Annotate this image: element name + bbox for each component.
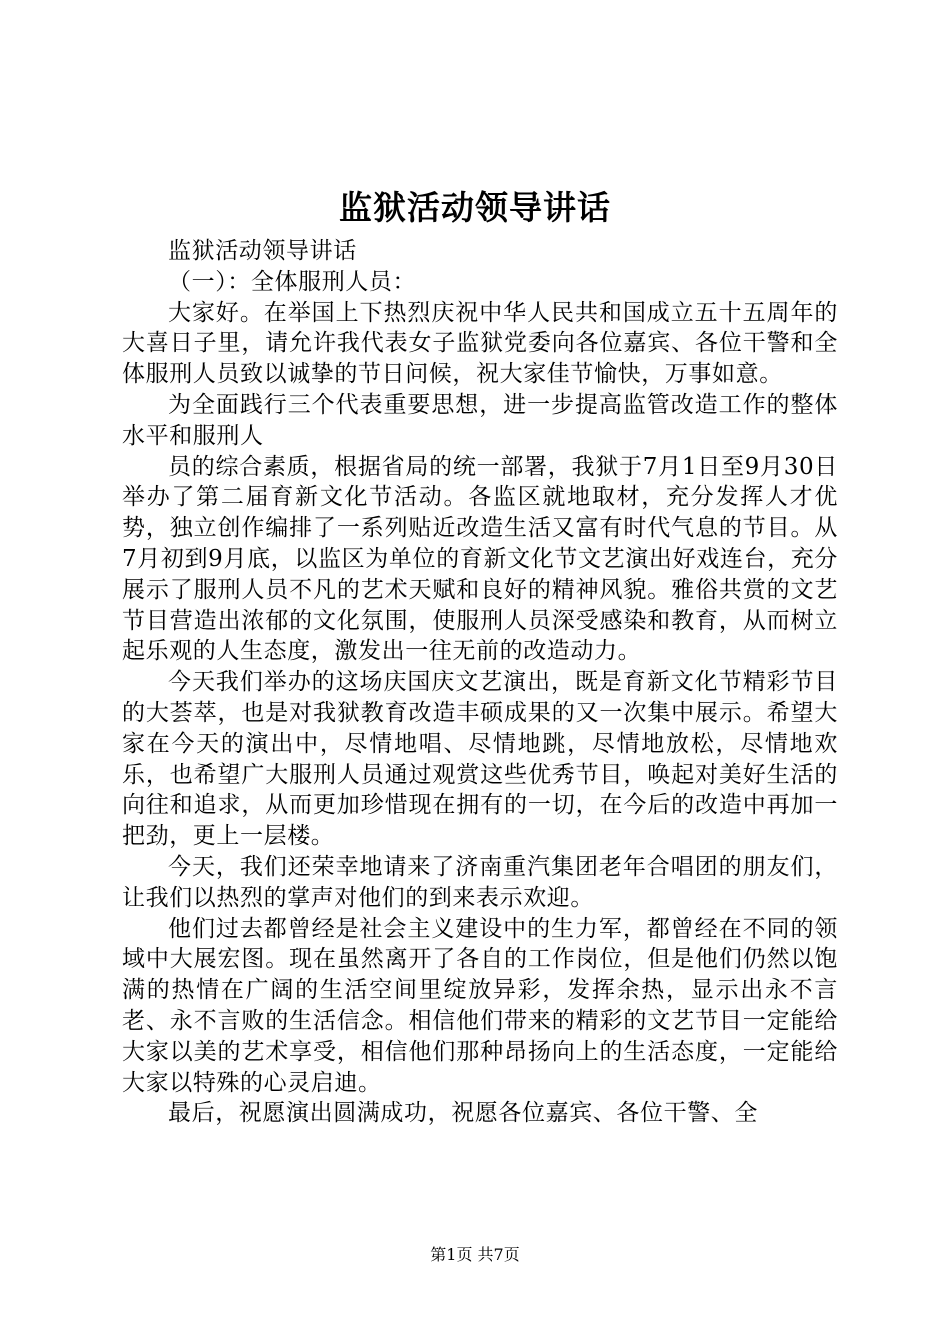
paragraph: 今天我们举办的这场庆国庆文艺演出，既是育新文化节精彩节目的大荟萃，也是对我狱教育改造丰硕成果的又一次集中展示。希望大家在今天的演出中，尽情地唱、尽情地跳，尽情地放松，尽情地欢乐，也希望广大服刑人员通过观赏这些优秀节目，唤起对美好生活的向往和追求，从而更加珍惜现在拥有的一切，在今后的改造中再加一把劲，更上一层楼。 <box>122 669 838 850</box>
paragraph: 为全面践行三个代表重要思想，进一步提高监管改造工作的整体水平和服刑人 <box>122 391 838 449</box>
paragraph: （一）：全体服刑人员： <box>168 268 417 295</box>
page-number-footer: 第1页 共7页 <box>430 1245 520 1264</box>
paragraph: 员的综合素质，根据省局的统一部署，我狱于7月1日至9月30日举办了第二届育新文化节活动。各监区就地取材，充分发挥人才优势，独立创作编排了一系列贴近改造生活又富有时代气息的节目。从7月初到9月底，以监区为单位的育新文化节文艺演出好戏连台，充分展示了服刑人员不凡的艺术天赋和良好的精神风貌。雅俗共赏的文艺节目营造出浓郁的文化氛围，使服刑人员深受感染和教育，从而树立起乐观的人生态度，激发出一往无前的改造动力。 <box>122 453 838 665</box>
paragraph: 今天，我们还荣幸地请来了济南重汽集团老年合唱团的朋友们，让我们以热烈的掌声对他们的到来表示欢迎。 <box>122 853 838 911</box>
document-body <box>122 236 838 1129</box>
paragraph: 他们过去都曾经是社会主义建设中的生力军，都曾经在不同的领域中大展宏图。现在虽然离开了各自的工作岗位，但是他们仍然以饱满的热情在广阔的生活空间里绽放异彩，发挥余热，显示出永不言老、永不言败的生活信念。相信他们带来的精彩的文艺节目一定能给大家以美的艺术享受，相信他们那种昂扬向上的生活态度，一定能给大家以特殊的心灵启迪。 <box>122 915 838 1096</box>
paragraph: 大家好。在举国上下热烈庆祝中华人民共和国成立五十五周年的大喜日子里，请允许我代表女子监狱党委向各位嘉宾、各位干警和全体服刑人员致以诚挚的节日问候，祝大家佳节愉快，万事如意。 <box>122 299 838 388</box>
document-title: 监狱活动领导讲话 <box>339 188 611 227</box>
paragraph: 监狱活动领导讲话 <box>168 238 357 264</box>
paragraph: 最后，祝愿演出圆满成功，祝愿各位嘉宾、各位干警、全 <box>168 1100 758 1127</box>
